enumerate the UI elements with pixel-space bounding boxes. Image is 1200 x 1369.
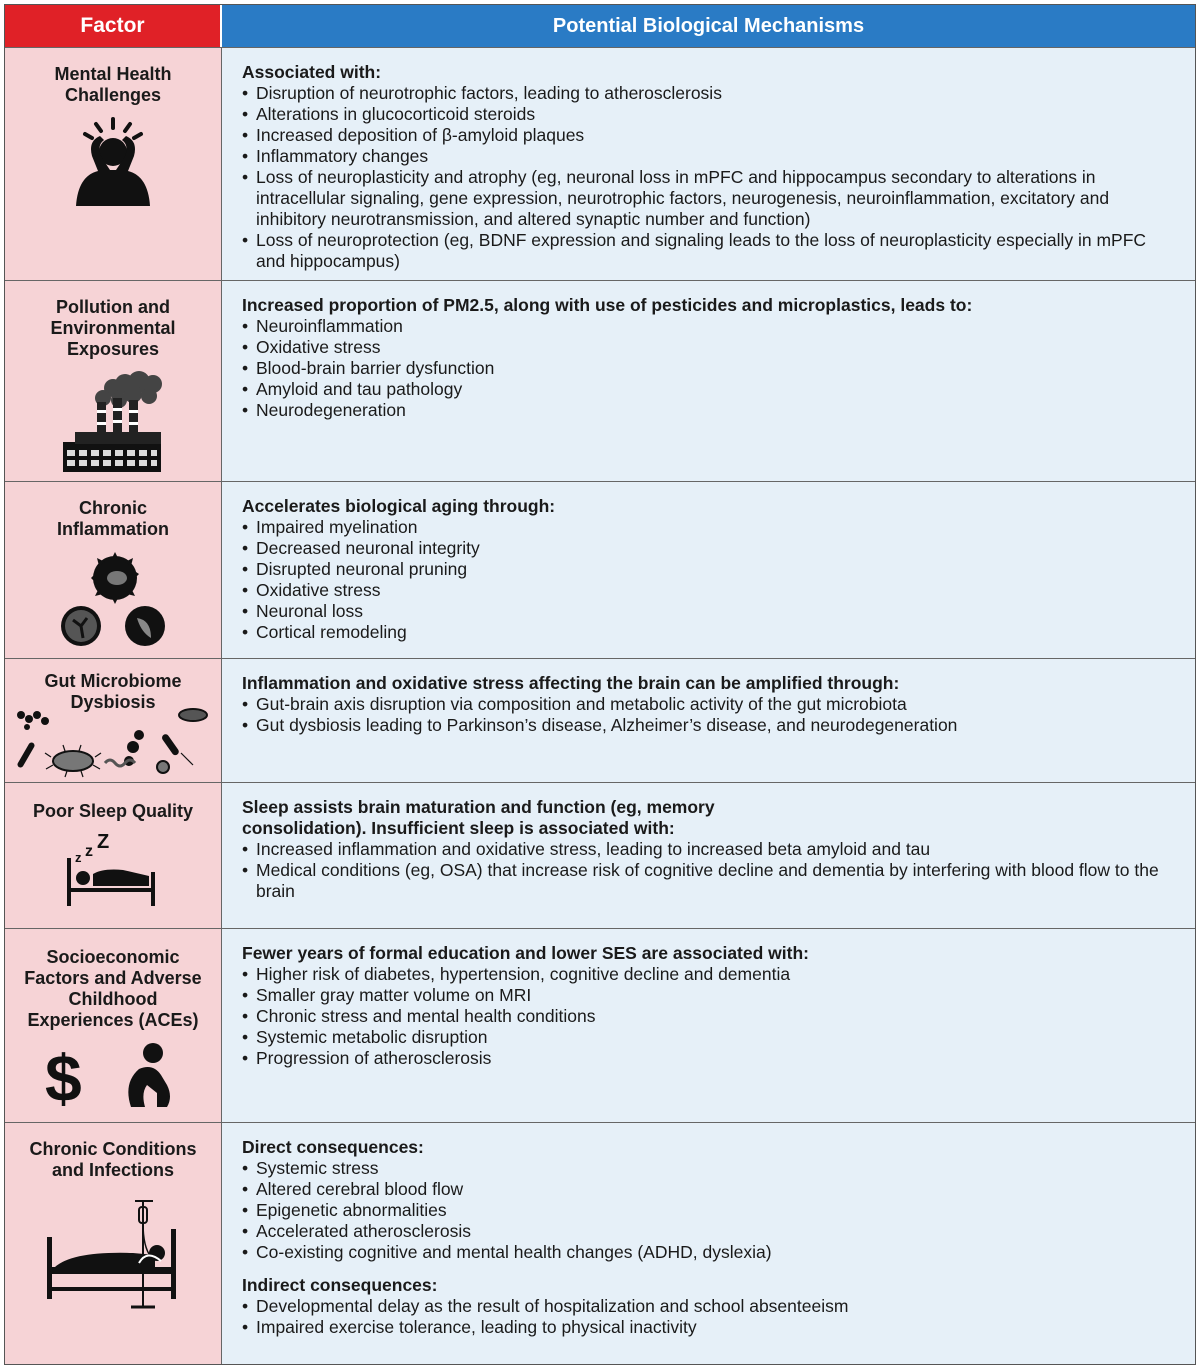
list-item: • Increased inflammation and oxidative stress, leading to increased beta amyloid and tau (242, 839, 1171, 860)
factor-column-header: Factor (5, 5, 222, 47)
mechanism-cell-mental-health (222, 47, 1195, 280)
factory-icon (53, 370, 173, 475)
mechanism-cell-chronic-conditions (222, 1122, 1195, 1364)
mechanism-list (242, 316, 1175, 421)
svg-text:z: z (85, 843, 93, 860)
list-item: • Disruption of neurotrophic factors, leading to atherosclerosis (242, 83, 1175, 104)
list-item: • Impaired myelination (242, 517, 1175, 538)
dollar-and-sad-child-icon (43, 1041, 183, 1111)
mechanism-list (242, 517, 1175, 643)
list-item: • Systemic metabolic disruption (242, 1027, 1175, 1048)
list-item: • Developmental delay as the result of hospitalization and school absenteeism (242, 1296, 1175, 1317)
hospital-bed-icon (43, 1197, 183, 1317)
mechanisms-column-header: Potential Biological Mechanisms (222, 5, 1195, 47)
inflammatory-cells-icon (53, 550, 173, 650)
mechanism-lead: Accelerates biological aging through: (242, 496, 556, 516)
mechanism-lead: Indirect consequences: (242, 1275, 438, 1295)
svg-text:z: z (75, 850, 82, 865)
factor-cell-gut (5, 658, 222, 782)
factor-title: Chronic Inflammation (56, 498, 169, 539)
list-item: • Chronic stress and mental health conditions (242, 1006, 1175, 1027)
list-item: • Gut dysbiosis leading to Parkinson’s disease, Alzheimer’s disease, and neurodegeneration (242, 715, 1175, 736)
list-item: • Co-existing cognitive and mental health changes (ADHD, dyslexia) (242, 1242, 1175, 1263)
list-item: • Smaller gray matter volume on MRI (242, 985, 1175, 1006)
mechanism-list (242, 1158, 1175, 1263)
list-item: • Gut-brain axis disruption via composition and metabolic activity of the gut microbiota (242, 694, 1175, 715)
mechanism-lead: Associated with: (242, 62, 382, 82)
factor-cell-mental-health (5, 47, 222, 280)
list-item: • Decreased neuronal integrity (242, 538, 1175, 559)
list-item: • Medical conditions (eg, OSA) that increase risk of cognitive decline and dementia by interfering with blood flow to the brain (242, 860, 1171, 902)
mechanism-cell-sleep (222, 782, 1195, 928)
list-item: • Amyloid and tau pathology (242, 379, 1175, 400)
list-item: • Progression of atherosclerosis (242, 1048, 1175, 1069)
list-item: • Oxidative stress (242, 337, 1175, 358)
list-item: • Epigenetic abnormalities (242, 1200, 1175, 1221)
factor-title: Mental Health Challenges (54, 64, 172, 105)
mechanism-lead: Inflammation and oxidative stress affecting the brain can be amplified through: (242, 673, 900, 693)
svg-text:$: $ (45, 1041, 82, 1111)
list-item: • Loss of neuroplasticity and atrophy (eg, neuronal loss in mPFC and hippocampus secondary to alterations in intracellular signaling, gene expression, neurotrophic factors, neurogenesis, neuroinflammation, excitatory and inhibitory neurotransmission, and altered synaptic number and function) (242, 167, 1175, 230)
svg-text:Z: Z (97, 832, 110, 853)
sleeping-bed-icon (63, 832, 163, 908)
factor-cell-pollution (5, 280, 222, 481)
list-item: • Increased deposition of β-amyloid plaques (242, 125, 1175, 146)
mechanism-cell-inflammation (222, 481, 1195, 658)
list-item: • Impaired exercise tolerance, leading to physical inactivity (242, 1317, 1175, 1338)
factor-cell-chronic-conditions (5, 1122, 222, 1364)
stressed-person-icon (58, 116, 168, 208)
factor-title: Chronic Conditions and Infections (29, 1139, 197, 1180)
bacteria-icon (13, 707, 213, 779)
factor-title: Gut Microbiome Dysbiosis (44, 671, 182, 712)
factor-mechanism-table (4, 4, 1196, 1365)
list-item: • Systemic stress (242, 1158, 1175, 1179)
mechanism-lead: Fewer years of formal education and lower SES are associated with: (242, 943, 809, 963)
list-item: • Neurodegeneration (242, 400, 1175, 421)
mechanism-cell-pollution (222, 280, 1195, 481)
list-item: • Neuroinflammation (242, 316, 1175, 337)
mechanism-cell-socioeconomic (222, 928, 1195, 1122)
factor-title: Poor Sleep Quality (32, 801, 194, 821)
list-item: • Loss of neuroprotection (eg, BDNF expression and signaling leads to the loss of neuroplasticity especially in mPFC and hippocampus) (242, 230, 1175, 272)
mechanism-lead: Sleep assists brain maturation and function (eg, memory consolidation). Insufficient sleep is associated with: (242, 797, 715, 838)
list-item: • Altered cerebral blood flow (242, 1179, 1175, 1200)
factor-title: Socioeconomic Factors and Adverse Childhood Experiences (ACEs) (24, 947, 202, 1030)
list-item: • Higher risk of diabetes, hypertension, cognitive decline and dementia (242, 964, 1175, 985)
mechanism-cell-gut (222, 658, 1195, 782)
mechanism-list (242, 83, 1175, 272)
list-item: • Inflammatory changes (242, 146, 1175, 167)
list-item: • Cortical remodeling (242, 622, 1175, 643)
factor-title: Pollution and Environmental Exposures (50, 297, 176, 359)
list-item: • Disrupted neuronal pruning (242, 559, 1175, 580)
list-item: • Blood-brain barrier dysfunction (242, 358, 1175, 379)
factor-cell-inflammation (5, 481, 222, 658)
list-item: • Accelerated atherosclerosis (242, 1221, 1175, 1242)
mechanism-lead: Increased proportion of PM2.5, along with use of pesticides and microplastics, leads to: (242, 295, 973, 315)
list-item: • Neuronal loss (242, 601, 1175, 622)
list-item: • Oxidative stress (242, 580, 1175, 601)
mechanism-list (242, 694, 1175, 736)
factor-cell-sleep (5, 782, 222, 928)
mechanism-lead: Direct consequences: (242, 1137, 424, 1157)
mechanism-list (242, 964, 1175, 1069)
mechanism-list (242, 1296, 1175, 1338)
mechanism-list (242, 839, 1171, 902)
factor-cell-socioeconomic (5, 928, 222, 1122)
list-item: • Alterations in glucocorticoid steroids (242, 104, 1175, 125)
